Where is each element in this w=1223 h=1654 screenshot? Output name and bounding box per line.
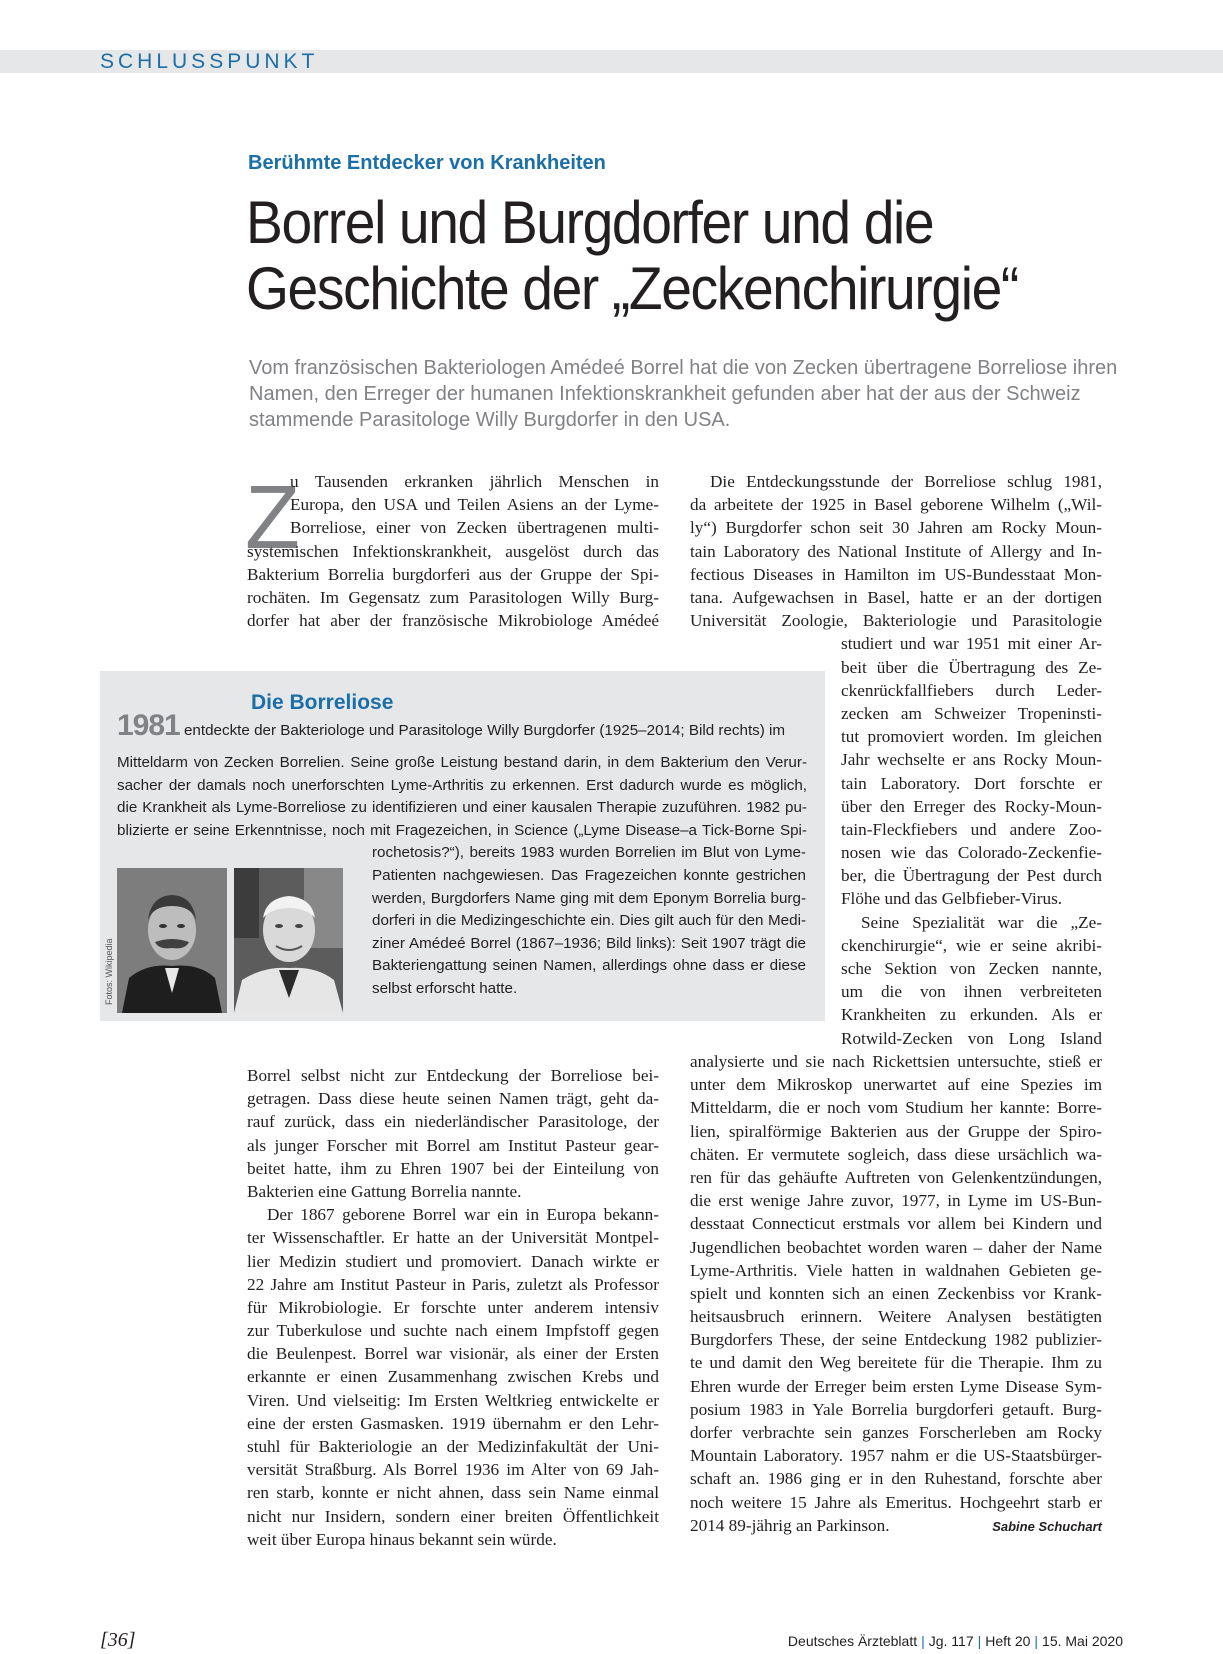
text-line: 22 Jahre am Institut Pasteur in Paris, zuletzt als Professor [247, 1274, 659, 1294]
text-line: Viren. Und vielseitig: Im Ersten Weltkrieg entwickelte er [247, 1390, 659, 1410]
text-line: nicht nur Insidern, sondern einer breiten Öffentlichkeit [247, 1506, 659, 1526]
text-line: zur Tuberkulose und suchte nach einem Impfstoff gegen [247, 1321, 659, 1341]
text-line: Der 1867 geborene Borrel war ein in Europa bekann- [267, 1205, 659, 1225]
text-line: Burgdorfers These, der seine Entdeckung 1982 publizier- [690, 1330, 1102, 1350]
column-1-top [247, 540, 659, 633]
text-line: rochäten. Im Gegensatz zum Parasitologen Willy Burg- [247, 587, 659, 607]
journal-name: Deutsches Ärzteblatt [787, 1633, 918, 1649]
text-line: ren für das gehäufte Auftreten von Gelenkentzündungen, [690, 1167, 1102, 1187]
lead-line: stammende Parasitologe Willy Burgdorfer in den USA. [249, 409, 731, 431]
text-line: heitsausbruch erinnern. Weitere Analysen bestätigten [690, 1307, 1102, 1327]
text-line: Flöhe und das Gelbfieber-Virus. [841, 889, 1063, 909]
text-line: ber, die Übertragung der Pest durch [841, 866, 1102, 886]
title-line: Borrel und Burgdorfer und die [246, 189, 934, 256]
text-line: lien, spiralförmige Bakterien aus der Gruppe der Spiro- [690, 1121, 1102, 1141]
text-line: eine der ersten Gasmasken. 1919 übernahm er den Lehr- [247, 1413, 659, 1433]
text-line: Jahr wechselte er ans Rocky Moun- [841, 750, 1102, 770]
text-line: dorfer hat aber der französische Mikrobiologe Amédeé [247, 611, 659, 631]
photo-credit: Fotos: Wikipedia [104, 938, 114, 1005]
journal-volume: Jg. 117 [928, 1633, 974, 1649]
lead-line: Vom französischen Bakteriologen Amédeé Borrel hat die von Zecken übertragene Borreliose ihren [249, 357, 1118, 379]
text-line: da arbeitete der 1925 in Basel geborene Wilhelm („Wil- [690, 495, 1102, 515]
text-line: ter Wissenschaftler. Er hatte an der Universität Montpel- [247, 1228, 659, 1248]
text-line: Borreliose, einer von Zecken übertragenen multi- [290, 518, 659, 538]
text-line: Universität Zoologie, Bakteriologie und Parasitologie [690, 611, 1102, 631]
text-line: werden, Burgdorfers Name ging mit dem Eponym Borrelia burg- [372, 889, 806, 907]
text-line: rochetosis?“), bereits 1983 wurden Borrelien im Blut von Lyme- [372, 844, 806, 862]
text-line: Bakteriengattung seinen Namen, allerdings ohne dass er diese [372, 957, 806, 975]
text-line: ckenrückfallfiebers durch Leder- [841, 680, 1102, 700]
lead-paragraph [249, 355, 1129, 433]
text-line: desstaat Connecticut erstmals vor allem bei Kindern und [690, 1214, 1102, 1234]
author-name: Sabine Schuchart [992, 1518, 1102, 1534]
portrait-burgdorfer [234, 868, 343, 1013]
text-line: spielt und konnten sich an einen Zeckenbiss vor Krank- [690, 1283, 1102, 1303]
text-line: 2014 89-jährig an Parkinson. [690, 1515, 890, 1535]
journal-issue: Heft 20 [985, 1633, 1031, 1649]
text-line: analysierte und sie nach Rickettsien untersuchte, stieß er [690, 1052, 1102, 1071]
text-line: posium 1983 in Yale Borrelia burgdorferi getauft. Burg- [690, 1399, 1102, 1419]
text-line: Krankheiten zu erkunden. Als er [841, 1005, 1102, 1025]
box-full-lines [117, 752, 807, 842]
text-line: chäten. Er vermutete sogleich, dass diese ursächlich wa- [690, 1144, 1102, 1164]
column-2-bottom [690, 1050, 1102, 1537]
text-line: Europa, den USA und Teilen Asiens an der Lyme- [290, 495, 659, 515]
text-line: noch weitere 15 Jahre als Emeritus. Hochgeehrt starb er [690, 1492, 1102, 1512]
text-line: tain Laboratory des National Institute of Allergy and In- [690, 541, 1102, 561]
text-line: versität Straßburg. Als Borrel 1936 im Alter von 69 Jah- [247, 1460, 659, 1480]
text-line: sacher der damals noch unerforschten Lyme-Arthritis zu erkennen. Erst dadurch wurde es möglich, [117, 776, 807, 794]
text-line: beitet hatte, ihm zu Ehren 1907 bei der Einteilung von [247, 1158, 659, 1178]
text-line: um die von ihnen verbreiteten [841, 982, 1102, 1002]
title-line: Geschichte der „Zeckenchirurgie“ [246, 255, 1018, 322]
dropcap: Z [245, 468, 300, 568]
text-line: die Beulenpest. Borrel war visionär, als einer der Ersten [247, 1344, 659, 1364]
text-line: studiert und war 1951 mit einer Ar- [841, 634, 1102, 654]
text-line: getragen. Dass diese heute seinen Namen trägt, geht da- [247, 1089, 659, 1109]
text-line: die Krankheit als Lyme-Borreliose zu identifizieren und einer kausalen Therapie zuzuführen. 1982 pu- [117, 799, 807, 817]
text-line: rauf zurück, dass ein niederländischer Parasitologe, der [247, 1112, 659, 1132]
text-line: Mitteldarm, die er noch vom Studium her kannte: Borre- [690, 1098, 1102, 1118]
article-title [246, 190, 1018, 322]
separator: | [1034, 1633, 1039, 1649]
box-narrow-lines [372, 842, 806, 1000]
text-line: Bakterium Borrelia burgdorferi aus der Gruppe der Spi- [247, 564, 659, 584]
portrait-burgdorfer-illustration [234, 868, 343, 1013]
column-2-narrow [841, 632, 1102, 1049]
text-line: die erst wenige Jahre zuvor, 1977, in Lyme im US-Bun- [690, 1191, 1102, 1211]
box-year: 1981 [117, 709, 180, 742]
section-label: SCHLUSSPUNKT [100, 50, 319, 73]
text-line: tut promoviert worden. Im gleichen [841, 727, 1102, 747]
text-line: ly“) Burgdorfer schon seit 30 Jahren am Rocky Moun- [690, 518, 1102, 538]
separator: | [921, 1633, 925, 1649]
text-line: Patienten nachgewiesen. Das Fragezeichen konnte gestrichen [372, 866, 806, 884]
text-line: entdeckte der Bakteriologe und Parasitologe Willy Burgdorfer (1925–2014; Bild rechts) im [183, 722, 786, 739]
text-line: selbst erforscht hatte. [372, 979, 518, 997]
text-line: schaft an. 1986 ging er in den Ruhestand, forschte aber [690, 1469, 1102, 1489]
portrait-borrel-illustration [117, 868, 227, 1013]
text-line: Jugendlichen beobachtet worden waren – daher der Name [690, 1237, 1102, 1257]
text-line: Ehren wurde der Erreger beim ersten Lyme Disease Sym- [690, 1376, 1102, 1396]
text-line: erkannte er einen Zusammenhang zwischen Krebs und [247, 1367, 659, 1387]
last-line [690, 1514, 1102, 1537]
journal-date: 15. Mai 2020 [1042, 1633, 1123, 1649]
text-line: Mountain Laboratory. 1957 nahm er die US-Staatsbürger- [690, 1446, 1102, 1466]
text-line: für Mikrobiologie. Er forschte unter anderem intensiv [247, 1297, 659, 1317]
text-line: blizierte er seine Erkenntnisse, noch mit Fragezeichen, in Science („Lyme Disease–a Tick-Borne Spi- [117, 821, 807, 839]
text-line: ckenchirurgie“, wie er seine akribi- [841, 935, 1102, 955]
text-line: tana. Aufgewachsen in Basel, hatte er an der dortigen [690, 587, 1102, 607]
lead-line: Namen, den Erreger der humanen Infektionskrankheit gefunden aber hat der aus der Schweiz [249, 383, 1081, 405]
text-line: Seine Spezialität war die „Ze- [861, 912, 1102, 932]
portrait-borrel [117, 868, 227, 1013]
text-line: tain Laboratory. Dort forschte er [841, 773, 1102, 793]
text-line: nosen wie das Colorado-Zeckenfie- [841, 843, 1102, 863]
text-line: Rotwild-Zecken von Long Island [841, 1028, 1102, 1048]
text-line: te und damit den Weg bereitete für die Therapie. Ihm zu [690, 1353, 1102, 1373]
column-1-top-indented [290, 470, 659, 540]
text-line: stuhl für Bakteriologie an der Medizinfakultät der Uni- [247, 1437, 659, 1456]
text-line: Mitteldarm von Zecken Borrelien. Seine große Leistung bestand darin, in dem Bakterium den Verur- [117, 754, 807, 771]
column-2-top [690, 470, 1102, 632]
text-line: zecken am Schweizer Tropeninsti- [841, 703, 1102, 723]
text-line: Die Entdeckungsstunde der Borreliose schlug 1981, [710, 472, 1102, 491]
text-line: dorferi in die Medizingeschichte ein. Dies gilt auch für den Medi- [372, 912, 806, 930]
text-line: tain-Fleckfiebers und andere Zoo- [841, 819, 1102, 839]
text-line: beit über die Übertragung des Ze- [841, 657, 1102, 677]
box-first-line [117, 709, 817, 743]
text-line: als junger Forscher mit Borrel am Institut Pasteur gear- [247, 1135, 659, 1155]
text-line: systemischen Infektionskrankheit, ausgelöst durch das [247, 541, 659, 561]
text-line: Bakterien eine Gattung Borrelia nannte. [247, 1181, 522, 1201]
text-line: u Tausenden erkranken jährlich Menschen in [290, 472, 659, 491]
kicker: Berühmte Entdecker von Krankheiten [248, 152, 606, 174]
text-line: unter dem Mikroskop unerwartet auf eine Spezies im [690, 1075, 1102, 1095]
column-1-bottom [247, 1064, 659, 1551]
text-line: dorfer verbrachte sein ganzes Forscherleben am Rocky [690, 1423, 1102, 1442]
separator: | [977, 1633, 982, 1649]
text-line: lier Medizin studiert und promoviert. Danach wirkte er [247, 1251, 659, 1271]
box-title: Die Borreliose [251, 691, 394, 714]
text-line: fectious Diseases in Hamilton im US-Bundesstaat Mon- [690, 564, 1102, 584]
text-line: über den Erreger des Rocky-Moun- [841, 796, 1102, 816]
text-line: ren starb, konnte er nicht ahnen, dass sein Name einmal [247, 1483, 659, 1503]
text-line: weit über Europa hinaus bekannt sein würde. [247, 1529, 557, 1549]
page-number: [36] [100, 1629, 136, 1651]
text-line: sche Sektion von Zecken nannte, [841, 959, 1102, 979]
text-line: Lyme-Arthritis. Viele hatten in waldnahen Gebieten ge- [690, 1260, 1102, 1280]
footer-citation [788, 1633, 1123, 1649]
text-line: Borrel selbst nicht zur Entdeckung der Borreliose bei- [247, 1066, 659, 1085]
text-line: ziner Amédeé Borrel (1867–1936; Bild links): Seit 1907 trägt die [372, 934, 806, 952]
